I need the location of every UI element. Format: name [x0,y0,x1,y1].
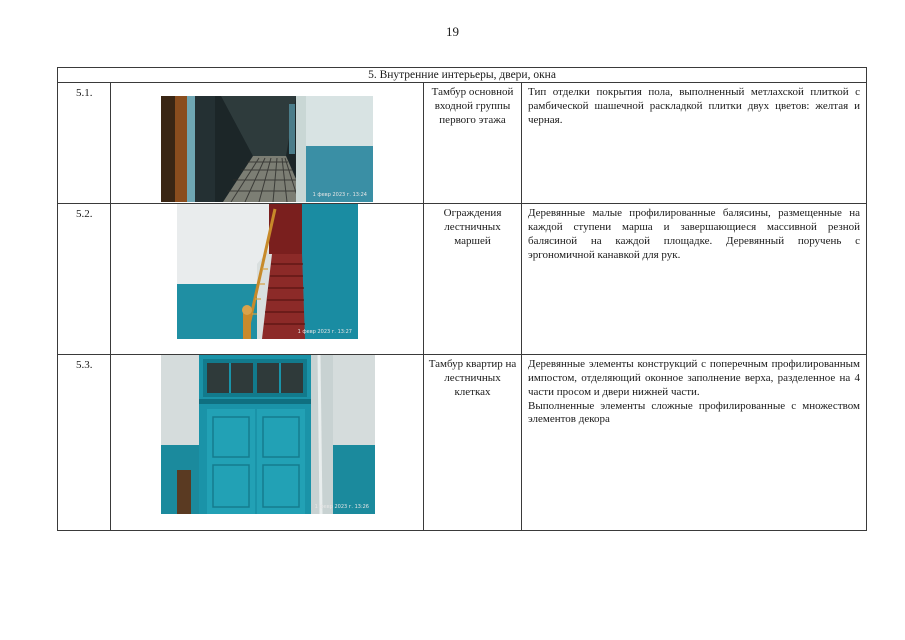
description-text: Тип отделки покрытия пола, выполненный метлахской плиткой с рамбической шашечной раскладкой плитки двух цветов: желтая и черная. [528,86,860,126]
interiors-table [57,67,867,531]
table-row [58,204,867,355]
photo-timestamp: 1 февр 2023 г. 13:26 [314,504,369,511]
page-number: 19 [446,24,459,39]
description-text: Выполненные элементы сложные профилированные с множеством элементов декора [528,399,860,426]
row-number: 5.1. [58,83,111,204]
apartment-door-photo [161,355,375,514]
description-text: Деревянные элементы конструкций с поперечным профилированным импостом, отделяющий оконное заполнение верха, разделенное на 4 части просом и двери нижней части. [528,358,860,398]
photo-cell [111,355,424,531]
photo-timestamp: 1 февр 2023 г. 13:24 [312,192,367,199]
row-number: 5.2. [58,204,111,355]
element-name: Тамбур основной входной группы первого этажа [424,83,522,204]
element-name: Ограждения лестничных маршей [424,204,522,355]
staircase-photo [177,204,358,339]
element-description [522,83,867,204]
element-name: Тамбур квартир на лестничных клетках [424,355,522,531]
element-description [522,204,867,355]
tiled-vestibule-photo [161,96,373,202]
description-text: Деревянные малые профилированные балясины, размещенные на каждой ступени марша и завершающиеся массивной резной балясиной на каждой площадке. Деревянный поручень с эргономичной канавкой для рук. [528,207,860,261]
section-title: 5. Внутренние интерьеры, двери, окна [58,68,867,83]
photo-cell [111,83,424,204]
table-row [58,355,867,531]
photo-timestamp: 1 февр 2023 г. 13:27 [297,329,352,336]
photo-cell [111,204,424,355]
element-description [522,355,867,531]
section-header-row [58,68,867,83]
row-number: 5.3. [58,355,111,531]
table-row [58,83,867,204]
